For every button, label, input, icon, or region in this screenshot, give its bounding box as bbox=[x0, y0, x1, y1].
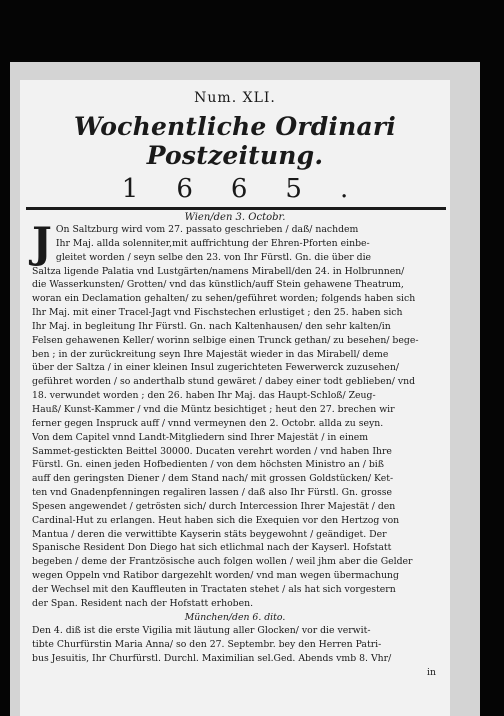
text-line: Den 4. diß ist die erste Vigilia mit läutung aller Glocken/ vor die verwit- bbox=[32, 625, 371, 637]
text-line: Ihr Maj. in begleitung Ihr Fürstl. Gn. nach Kaltenhausen/ den sehr kalten/in bbox=[32, 320, 391, 332]
page-content bbox=[32, 88, 438, 679]
text-line: der Wechsel mit den Kauffleuten in Tractaten stehet / als hat sich vorgestern bbox=[32, 583, 396, 595]
text-line: die Wasserkunsten/ Grotten/ vnd das künstlich/auff Stein gehawene Theatrum, bbox=[32, 279, 404, 291]
text-line: Spesen angewendet / getrösten sich/ durch Intercession Ihrer Majestät / den bbox=[32, 500, 396, 512]
text-line: ten vnd Gnadenpfenningen regaliren lassen / daß also Ihr Fürstl. Gn. grosse bbox=[32, 487, 393, 499]
dateline-vienna: Wien/den 3. Octobr. bbox=[184, 212, 286, 223]
newspaper-page bbox=[20, 80, 450, 716]
text-line: On Saltzburg wird vom 27. passato geschrieben / daß/ nachdem bbox=[55, 224, 359, 235]
issue-number: Num. XLI. bbox=[194, 90, 276, 106]
text-line: ferner gegen Inspruck auff / vnnd vermeynen den 2. Octobr. allda zu seyn. bbox=[32, 417, 384, 429]
text-line: bus Jesuitis, Ihr Churfürstl. Durchl. Maximilian sel.Ged. Abends vmb 8. Vhr/ bbox=[32, 653, 392, 665]
text-line: der Span. Resident nach der Hofstatt erhoben. bbox=[32, 597, 254, 609]
dateline-munich: München/den 6. dito. bbox=[184, 611, 286, 623]
text-line: Mantua / deren die verwittibte Kayserin stäts beygewohnt / geändiget. Der bbox=[32, 528, 387, 540]
text-line: ben ; in der zurückreitung seyn Ihre Majestät wieder in das Mirabell/ deme bbox=[32, 348, 389, 360]
paragraph-2-lines bbox=[32, 624, 438, 666]
paragraph-vienna bbox=[32, 218, 438, 611]
text-line: Von dem Capitel vnnd Landt-Mitgliedern sind Ihrer Majestät / in einem bbox=[32, 431, 369, 443]
header-rule bbox=[26, 207, 446, 210]
text-line: 18. verwundet worden ; den 26. haben Ihr Maj. das Haupt-Schloß/ Zeug- bbox=[32, 390, 376, 402]
text-line: begeben / deme der Frantzösische auch folgen wollen / weil jhm aber die Gelder bbox=[32, 556, 413, 568]
drop-cap: J bbox=[32, 218, 52, 267]
issue-year: 1665. bbox=[121, 174, 387, 204]
text-line: auff den geringsten Diener / dem Stand nach/ mit grossen Goldstücken/ Ket- bbox=[32, 473, 394, 485]
text-line: Ihr Maj. allda solenniter,mit auffrichtung der Ehren-Pforten einbe- bbox=[55, 237, 370, 249]
text-line: Saltza ligende Palatia vnd Lustgärten/namens Mirabell/den 24. in Holbrunnen/ bbox=[32, 265, 405, 277]
text-line: Spanische Resident Don Diego hat sich etlichmal nach der Kayserl. Hofstatt bbox=[32, 542, 392, 554]
text-line: Hauß/ Kunst-Kammer / vnd die Müntz besichtiget ; heut den 27. brechen wir bbox=[32, 403, 395, 415]
text-line: Felsen gehawenen Keller/ worinn selbige einen Trunck gethan/ zu besehen/ bege- bbox=[32, 334, 419, 346]
text-line: Ihr Maj. mit einer Tracel-Jagt vnd Fischstechen erlustiget ; den 25. haben sich bbox=[32, 307, 403, 319]
text-line: woran ein Declamation gehalten/ zu sehen/geführet worden; folgends haben sich bbox=[32, 293, 416, 305]
article-body bbox=[32, 218, 438, 679]
text-line: wegen Oppeln vnd Ratibor dargezehlt worden/ vnd man wegen übermachung bbox=[32, 570, 399, 582]
text-line: tibte Churfürstin Maria Anna/ so den 27. Septembr. bey den Herren Patri- bbox=[32, 639, 382, 651]
text-line: Cardinal-Hut zu erlangen. Heut haben sich die Exequien vor den Hertzog von bbox=[32, 514, 400, 526]
catchword: in bbox=[427, 667, 436, 678]
text-line: Sammet-gestickten Beittel 30000. Ducaten verehrt worden / vnd haben Ihre bbox=[32, 445, 392, 457]
newspaper-title: Wochentliche Ordinari Postzeitung. bbox=[74, 112, 396, 170]
text-line: Fürstl. Gn. einen jeden Hofbedienten / von dem höchsten Ministro an / biß bbox=[32, 459, 384, 471]
text-line: gleitet worden / seyn selbe den 23. von Ihr Fürstl. Gn. die über die bbox=[55, 251, 372, 263]
text-line: über der Saltza / in einer kleinen Insul zugerichteten Fewerwerck zuzusehen/ bbox=[32, 362, 400, 374]
paragraph-1-lines bbox=[32, 218, 438, 611]
text-line: geführet worden / so anderthalb stund gewäret / dabey einer todt geblieben/ vnd bbox=[32, 376, 416, 388]
